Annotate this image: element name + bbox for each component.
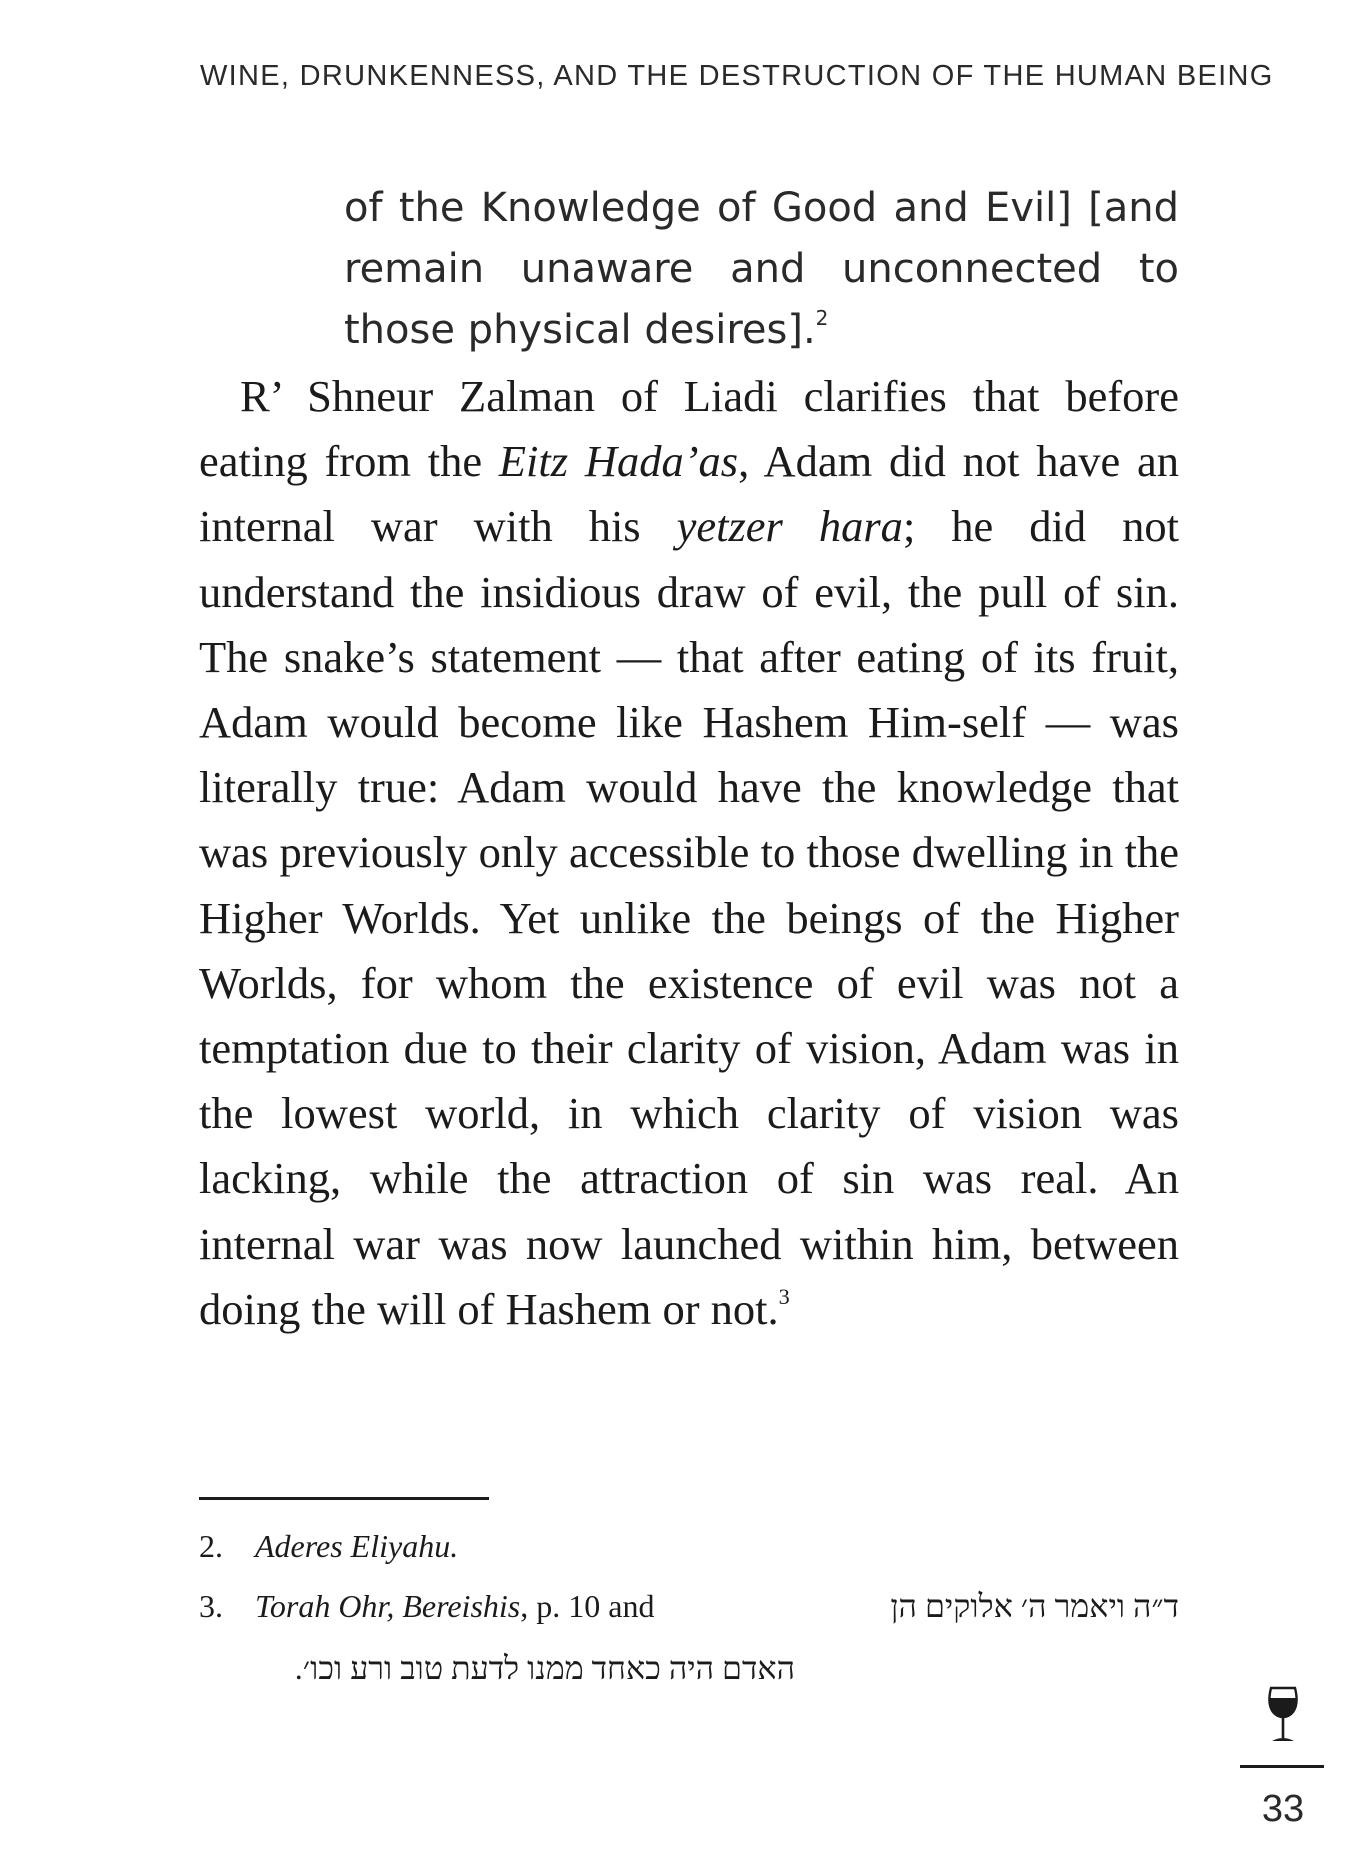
footnote-number: 3. bbox=[199, 1588, 223, 1624]
wine-glass-icon bbox=[1263, 1686, 1303, 1744]
quote-text: of the Knowledge of Good and Evil] [and remain unaware and unconnected to those physical desires]. bbox=[344, 185, 1179, 353]
footnote-source: Torah Ohr, Bereishis bbox=[255, 1588, 521, 1624]
footnote-ref-3: 3 bbox=[778, 1283, 790, 1309]
body-paragraph bbox=[199, 364, 1179, 1342]
page-number: 33 bbox=[1261, 1788, 1305, 1830]
italic-term-yetzer-hara: yetzer hara bbox=[676, 501, 903, 552]
footnote-3-hebrew-line-2: האדם היה כאחד ממנו לדעת טוב ורע וכו׳. bbox=[294, 1650, 795, 1686]
running-head: WINE, DRUNKENNESS, AND THE DESTRUCTION OF THE HUMAN BEING bbox=[200, 60, 1274, 92]
footnote-number: 2. bbox=[199, 1528, 223, 1564]
footnote-source: Aderes Eliyahu. bbox=[255, 1528, 459, 1564]
paragraph-text: ; he did not understand the insidious draw of evil, the pull of sin. The snake’s statement — that after eating of its fruit, Adam would become like Hashem Him-self — was literally true: Adam would have the knowledge that was previously only accessible to those dwelling in the Higher Worlds. Yet unlike the beings of the Higher Worlds, for whom the existence of evil was not a temptation due to their clarity of vision, Adam was in the lowest world, in which clarity of vision was lacking, while the attraction of sin was real. An internal war was now launched within him, between doing the will of Hashem or not. bbox=[199, 501, 1179, 1334]
italic-term-eitz-hadaas: Eitz Hada’as bbox=[498, 436, 739, 487]
footnote-divider bbox=[199, 1497, 489, 1500]
footnote-page: , p. 10 and bbox=[520, 1588, 655, 1624]
footnote-ref-2: 2 bbox=[815, 305, 829, 330]
footnote-3 bbox=[199, 1588, 654, 1625]
body-text bbox=[199, 364, 1179, 1342]
page-number-rule bbox=[1240, 1765, 1324, 1768]
footnote-2 bbox=[199, 1528, 458, 1565]
paragraph-text: R’ Shneur Zalman of Liadi clarifies that before eating from the bbox=[199, 371, 1179, 487]
paragraph-text: , Adam did not have an internal war with his bbox=[199, 436, 1179, 552]
block-quote bbox=[344, 178, 1179, 361]
footnote-3-hebrew-line-1: ד״ה ויאמר ה׳ אלוקים הן bbox=[890, 1588, 1179, 1624]
